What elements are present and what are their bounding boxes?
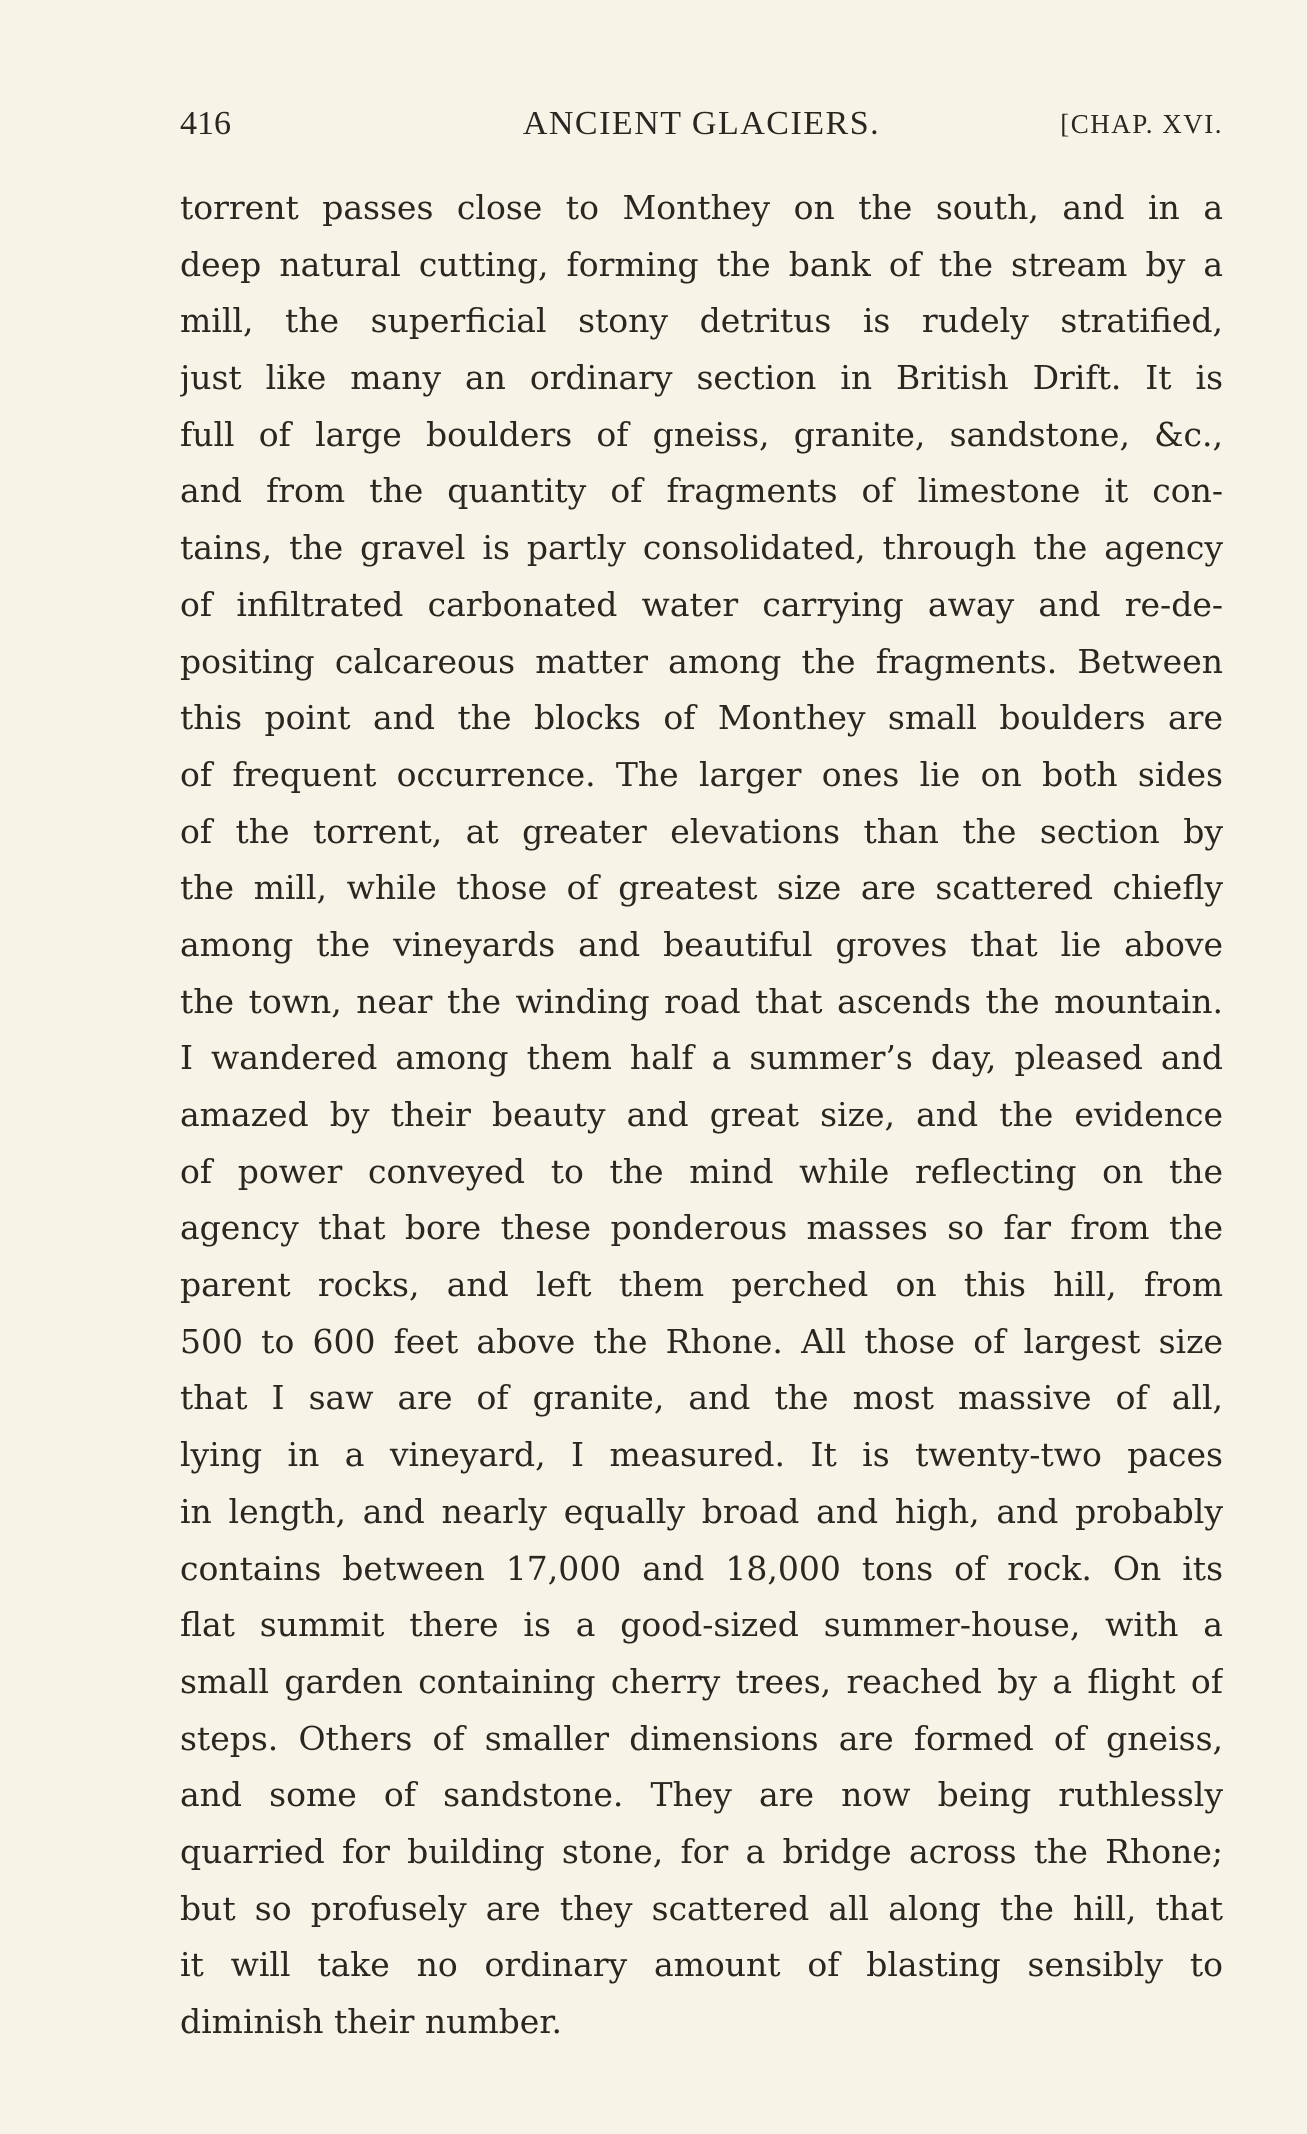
- text-line: parent rocks, and left them perched on this hill, from: [180, 1265, 1223, 1305]
- text-line: contains between 17,000 and 18,000 tons of rock. On its: [180, 1548, 1223, 1588]
- body-text: [180, 180, 1223, 2051]
- page-number: 416: [180, 105, 231, 142]
- text-line: quarried for building stone, for a bridge across the Rhone;: [180, 1831, 1223, 1871]
- text-line: just like many an ordinary section in British Drift. It is: [180, 358, 1223, 398]
- text-line: small garden containing cherry trees, reached by a flight of: [180, 1661, 1223, 1701]
- text-line: flat summit there is a good-sized summer-house, with a: [180, 1605, 1223, 1645]
- text-line: but so profusely are they scattered all along the hill, that: [180, 1888, 1223, 1928]
- text-line: I wandered among them half a summer’s day, pleased and: [180, 1038, 1223, 1078]
- text-line: that I saw are of granite, and the most massive of all,: [180, 1378, 1223, 1418]
- text-line: among the vineyards and beautiful groves that lie above: [180, 924, 1223, 964]
- text-line: mill, the superficial stony detritus is rudely stratified,: [180, 301, 1223, 341]
- text-line: it will take no ordinary amount of blasting sensibly to: [180, 1945, 1223, 1985]
- text-line: of frequent occurrence. The larger ones lie on both sides: [180, 754, 1223, 794]
- text-line: this point and the blocks of Monthey small boulders are: [180, 698, 1223, 738]
- text-line: lying in a vineyard, I measured. It is twenty-two paces: [180, 1435, 1223, 1475]
- text-line: of power conveyed to the mind while reflecting on the: [180, 1151, 1223, 1191]
- text-line: torrent passes close to Monthey on the south, and in a: [180, 188, 1223, 227]
- text-line: deep natural cutting, forming the bank of the stream by a: [180, 244, 1223, 284]
- text-line: agency that bore these ponderous masses so far from the: [180, 1208, 1223, 1248]
- text-line: positing calcareous matter among the fragments. Between: [180, 641, 1223, 681]
- running-title: ANCIENT GLACIERS.: [522, 105, 881, 142]
- text-line: the mill, while those of greatest size are scattered chiefly: [180, 868, 1223, 908]
- text-line: 500 to 600 feet above the Rhone. All those of largest size: [180, 1321, 1223, 1361]
- text-line: full of large boulders of gneiss, granite, sandstone, &c.,: [180, 414, 1223, 454]
- text-line: of infiltrated carbonated water carrying away and re-de-: [180, 584, 1223, 624]
- text-line: and from the quantity of fragments of limestone it con-: [180, 471, 1223, 511]
- text-line: tains, the gravel is partly consolidated, through the agency: [180, 528, 1223, 568]
- text-line: and some of sandstone. They are now being ruthlessly: [180, 1775, 1223, 1815]
- text-line: amazed by their beauty and great size, and the evidence: [180, 1095, 1223, 1134]
- text-line: of the torrent, at greater elevations than the section by: [180, 811, 1223, 851]
- text-line: in length, and nearly equally broad and high, and probably: [180, 1491, 1223, 1531]
- text-line: the town, near the winding road that ascends the mountain.: [180, 981, 1223, 1021]
- text-line: steps. Others of smaller dimensions are formed of gneiss,: [180, 1718, 1223, 1758]
- text-line: diminish their number.: [180, 2002, 562, 2041]
- running-head: [180, 104, 1223, 144]
- chapter-reference: [CHAP. XVI.: [1060, 109, 1223, 139]
